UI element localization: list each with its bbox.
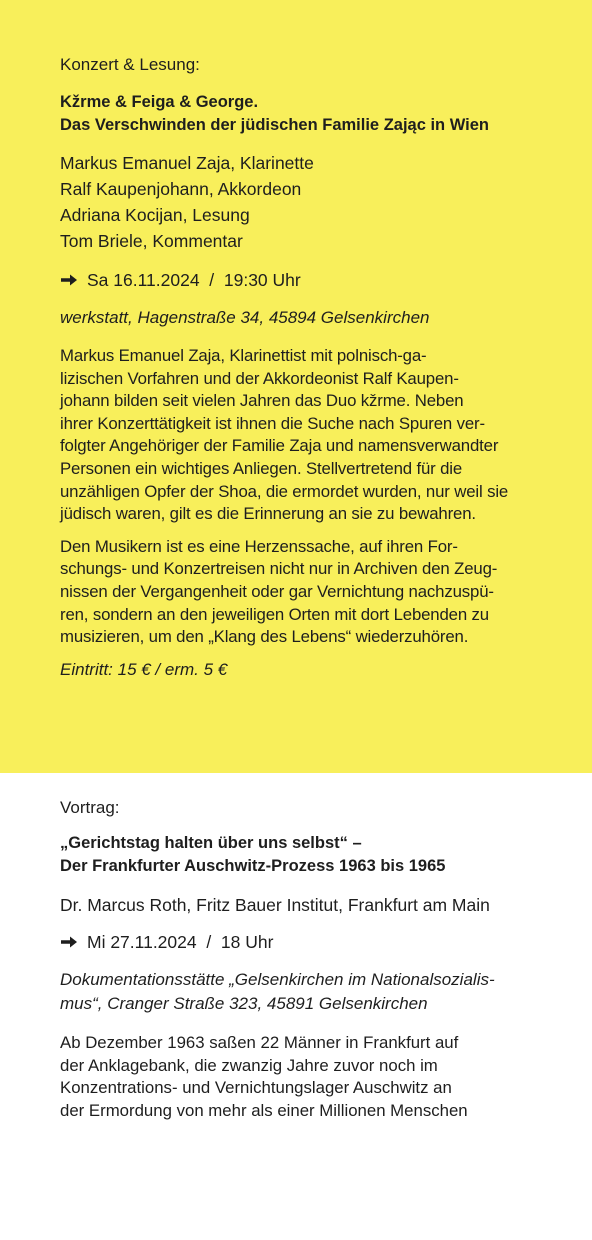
description-line: nissen der Vergangenheit oder gar Vernichtung nachzuspü- xyxy=(60,581,494,601)
event-lecture xyxy=(0,773,592,1122)
performer: Tom Briele, Kommentar xyxy=(60,231,243,251)
event-title-line: Der Frankfurter Auschwitz-Prozess 1963 bis 1965 xyxy=(60,857,446,875)
description-line: jüdisch waren, gilt es die Erinnerung an sie zu bewahren. xyxy=(60,504,476,524)
event-title xyxy=(60,832,532,878)
performer: Ralf Kaupenjohann, Akkordeon xyxy=(60,179,302,199)
description-line: der Anklagebank, die zwanzig Jahre zuvor noch im xyxy=(60,1055,438,1075)
event-date-text: Mi 27.11.2024 / 18 Uhr xyxy=(87,932,274,952)
event-description xyxy=(60,536,532,649)
description-line: unzähligen Opfer der Shoa, die ermordet wurden, nur weil sie xyxy=(60,481,509,501)
description-line: der Ermordung von mehr als einer Millionen Menschen xyxy=(60,1100,468,1120)
performer-list xyxy=(60,150,532,254)
description-line: Den Musikern ist es eine Herzenssache, auf ihren For- xyxy=(60,536,458,556)
description-line: musizieren, um den „Klang des Lebens“ wiederzuhören. xyxy=(60,627,469,647)
event-title xyxy=(60,91,532,137)
event-title-line: Das Verschwinden der jüdischen Familie Zając in Wien xyxy=(60,116,489,134)
admission-price: Eintritt: 15 € / erm. 5 € xyxy=(60,659,228,679)
performer: Markus Emanuel Zaja, Klarinette xyxy=(60,153,314,173)
event-date xyxy=(60,930,532,954)
venue-line: mus“, Cranger Straße 323, 45891 Gelsenkirchen xyxy=(60,994,428,1013)
description-line: Ab Dezember 1963 saßen 22 Männer in Frankfurt auf xyxy=(60,1033,459,1052)
description-line: ihrer Konzerttätigkeit ist ihnen die Suche nach Spuren ver- xyxy=(60,413,485,433)
event-type-label: Vortrag: xyxy=(60,798,120,817)
event-description xyxy=(60,345,532,526)
description-line: folgter Angehöriger der Familie Zaja und namensverwandter xyxy=(60,436,499,456)
event-title-line: „Gerichtstag halten über uns selbst“ – xyxy=(60,834,362,852)
venue-line: Dokumentationsstätte „Gelsenkirchen im Nationalsozialis- xyxy=(60,970,495,989)
event-date xyxy=(60,268,532,292)
arrow-right-icon xyxy=(60,273,78,287)
event-venue xyxy=(60,968,532,1016)
event-description xyxy=(60,1032,532,1122)
speaker: Dr. Marcus Roth, Fritz Bauer Institut, Frankfurt am Main xyxy=(60,895,490,915)
performer: Adriana Kocijan, Lesung xyxy=(60,205,250,225)
description-line: ren, sondern an den jeweiligen Orten mit dort Lebenden zu xyxy=(60,604,489,624)
event-type-label: Konzert & Lesung: xyxy=(60,55,200,74)
arrow-right-icon xyxy=(60,935,78,949)
description-line: johann bilden seit vielen Jahren das Duo kžrme. Neben xyxy=(60,391,464,411)
description-line: schungs- und Konzertreisen nicht nur in Archiven den Zeug- xyxy=(60,559,498,579)
event-date-text: Sa 16.11.2024 / 19:30 Uhr xyxy=(87,270,301,290)
event-venue: werkstatt, Hagenstraße 34, 45894 Gelsenkirchen xyxy=(60,308,430,327)
description-line: lizischen Vorfahren und der Akkordeonist Ralf Kaupen- xyxy=(60,368,459,388)
description-line: Markus Emanuel Zaja, Klarinettist mit polnisch-ga- xyxy=(60,346,427,365)
description-line: Personen ein wichtiges Anliegen. Stellvertretend für die xyxy=(60,458,463,478)
description-line: Konzentrations- und Vernichtungslager Auschwitz an xyxy=(60,1078,452,1098)
event-title-line: Kžrme & Feiga & George. xyxy=(60,93,259,111)
